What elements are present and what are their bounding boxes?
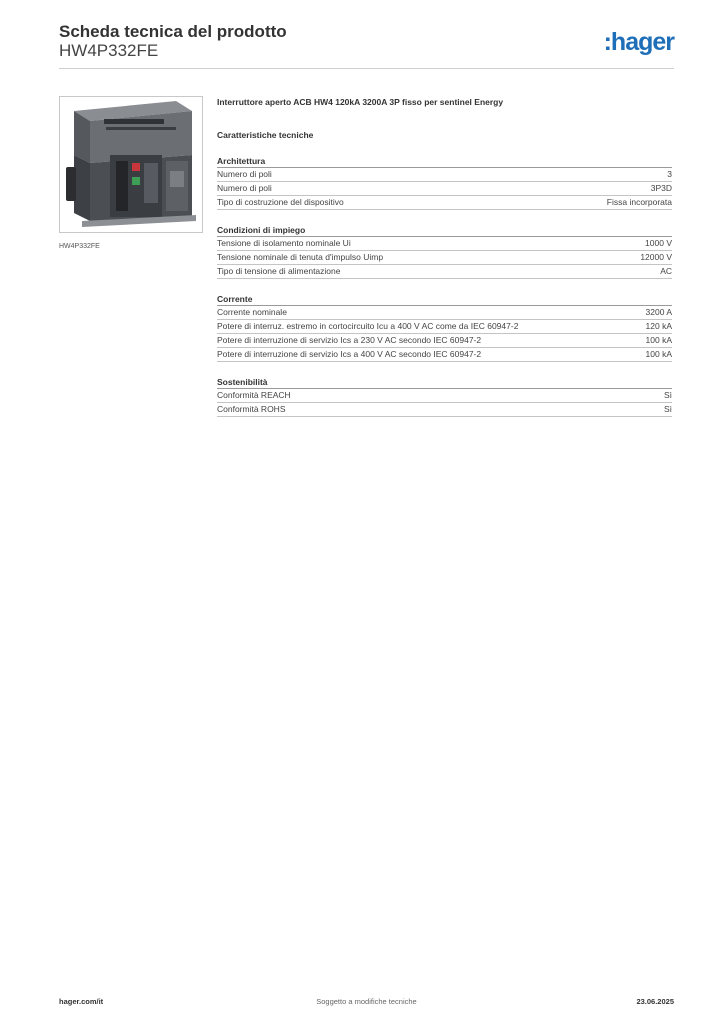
spec-value: 100 kA [645,335,672,345]
spec-row [217,320,672,334]
spec-value: 3 [667,169,672,179]
spec-group-title: Sostenibilità [217,376,672,389]
spec-row [217,265,672,279]
footer-notice: Soggetto a modifiche tecniche [316,997,417,1006]
spec-section [217,96,672,417]
spec-group-title: Architettura [217,155,672,168]
spec-label: Potere di interruzione di servizio Ics a 230 V AC secondo IEC 60947-2 [217,335,482,345]
spec-value: 3200 A [645,307,672,317]
spec-label: Conformità REACH [217,390,291,400]
spec-row [217,334,672,348]
circuit-breaker-icon [60,97,202,232]
spec-row [217,389,672,403]
page-header [59,20,674,68]
spec-group [217,376,672,417]
product-code-title: HW4P332FE [59,41,159,60]
spec-value: 3P3D [650,183,672,193]
spec-value: 100 kA [645,349,672,359]
spec-row [217,403,672,417]
spec-label: Tensione di isolamento nominale Ui [217,238,351,248]
page-footer [59,997,674,1009]
footer-website: hager.com/it [59,997,104,1006]
spec-row [217,306,672,320]
spec-label: Conformità ROHS [217,404,286,414]
spec-value: 12000 V [640,252,672,262]
spec-value: Sì [663,390,672,400]
spec-label: Corrente nominale [217,307,287,317]
header-divider [59,68,674,69]
spec-row [217,237,672,251]
spec-heading: Caratteristiche tecniche [217,130,314,140]
spec-group-title: Corrente [217,293,672,306]
spec-group [217,293,672,362]
spec-label: Tipo di tensione di alimentazione [217,266,341,276]
hager-logo: :hager [603,28,674,56]
spec-value: AC [660,266,672,276]
spec-label: Numero di poli [217,183,272,193]
spec-group [217,224,672,279]
spec-value: 120 kA [645,321,672,331]
spec-label: Potere di interruzione di servizio Ics a 400 V AC secondo IEC 60947-2 [217,349,482,359]
spec-value: Fissa incorporata [606,197,672,207]
spec-group [217,155,672,210]
document-title: Scheda tecnica del prodotto [59,22,287,41]
product-image [59,96,203,233]
spec-label: Potere di interruz. estremo in cortocircuito Icu a 400 V AC come da IEC 60947-2 [217,321,519,331]
spec-value: Sì [663,404,672,414]
spec-row [217,182,672,196]
spec-row [217,196,672,210]
spec-value: 1000 V [645,238,672,248]
spec-row [217,348,672,362]
spec-label: Numero di poli [217,169,272,179]
spec-row [217,168,672,182]
image-caption: HW4P332FE [59,243,100,250]
spec-row [217,251,672,265]
spec-group-title: Condizioni di impiego [217,224,672,237]
spec-label: Tensione nominale di tenuta d'impulso Uimp [217,252,384,262]
product-description: Interruttore aperto ACB HW4 120kA 3200A 3P fisso per sentinel Energy [217,97,504,107]
spec-label: Tipo di costruzione del dispositivo [217,197,344,207]
spec-groups [217,155,672,417]
footer-date: 23.06.2025 [636,997,674,1006]
